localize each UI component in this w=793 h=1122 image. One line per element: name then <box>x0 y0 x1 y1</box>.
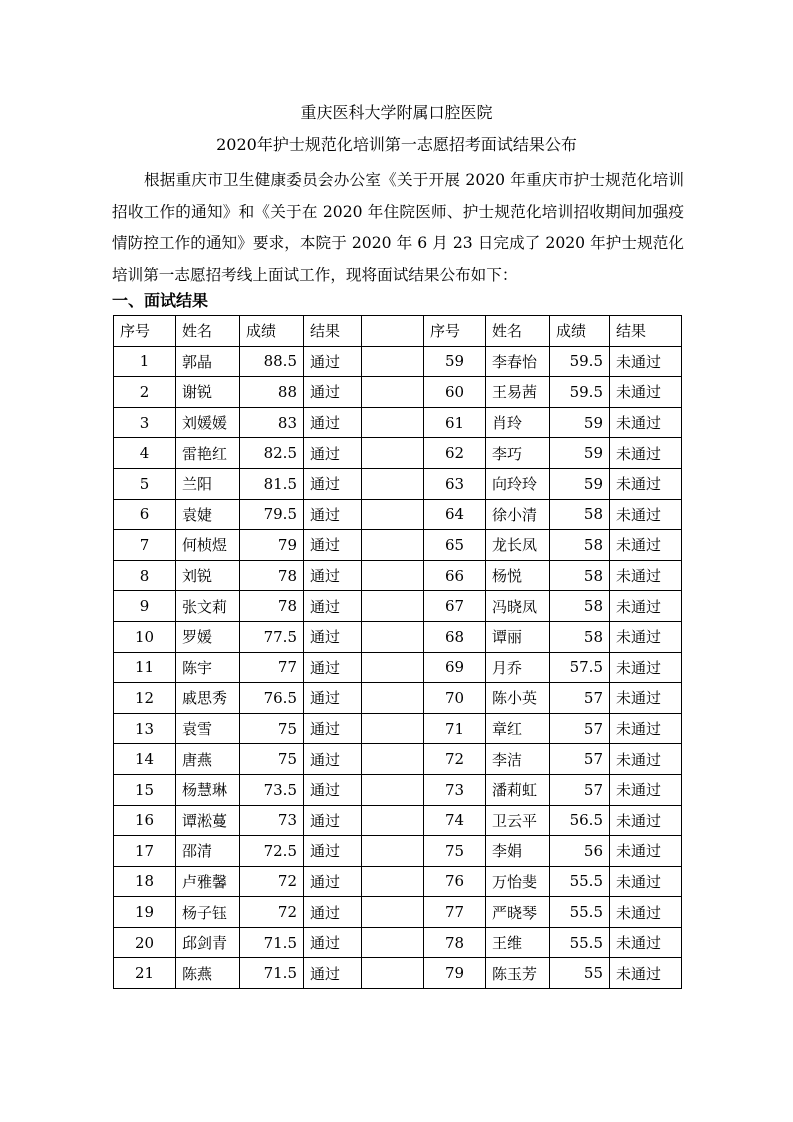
cell-score: 57 <box>550 744 610 775</box>
cell-spacer <box>362 560 424 591</box>
cell-result: 通过 <box>304 927 362 958</box>
cell-name: 杨慧琳 <box>176 774 240 805</box>
cell-seq: 59 <box>424 346 486 377</box>
table-row <box>114 438 682 469</box>
cell-seq: 66 <box>424 560 486 591</box>
header-score: 成绩 <box>550 316 610 347</box>
cell-result: 未通过 <box>610 805 682 836</box>
cell-name: 王维 <box>486 927 550 958</box>
cell-spacer <box>362 774 424 805</box>
cell-spacer <box>362 438 424 469</box>
document-subtitle: 2020年护士规范化培训第一志愿招考面试结果公布 <box>216 135 577 154</box>
cell-seq: 10 <box>114 621 176 652</box>
cell-result: 未通过 <box>610 927 682 958</box>
cell-name: 徐小清 <box>486 499 550 530</box>
cell-seq: 74 <box>424 805 486 836</box>
table-row <box>114 652 682 683</box>
cell-result: 通过 <box>304 805 362 836</box>
cell-name: 李洁 <box>486 744 550 775</box>
cell-spacer <box>362 499 424 530</box>
cell-name: 袁婕 <box>176 499 240 530</box>
cell-result: 通过 <box>304 652 362 683</box>
cell-seq: 6 <box>114 499 176 530</box>
cell-seq: 61 <box>424 407 486 438</box>
cell-score: 88.5 <box>240 346 304 377</box>
cell-seq: 3 <box>114 407 176 438</box>
cell-name: 邱剑青 <box>176 927 240 958</box>
cell-score: 72 <box>240 866 304 897</box>
cell-result: 通过 <box>304 866 362 897</box>
cell-spacer <box>362 683 424 714</box>
cell-spacer <box>362 805 424 836</box>
header-spacer <box>362 316 424 347</box>
cell-result: 未通过 <box>610 683 682 714</box>
cell-seq: 13 <box>114 713 176 744</box>
cell-spacer <box>362 407 424 438</box>
cell-seq: 62 <box>424 438 486 469</box>
cell-seq: 68 <box>424 621 486 652</box>
cell-score: 79 <box>240 530 304 561</box>
cell-name: 李娟 <box>486 836 550 867</box>
cell-name: 李春怡 <box>486 346 550 377</box>
intro-paragraph: 根据重庆市卫生健康委员会办公室《关于开展 2020 年重庆市护士规范化培训招收工作的通知》和《关于在 2020 年住院医师、护士规范化培训招收期间加强疫情防控工作的通知》要求，本院于 2020 年 6 月 23 日完成了 2020 年护士规范化培训第一志愿招考线上面试工作，现将面试结果公布如下： <box>112 171 684 284</box>
cell-seq: 4 <box>114 438 176 469</box>
cell-result: 通过 <box>304 744 362 775</box>
cell-score: 55.5 <box>550 927 610 958</box>
cell-score: 73 <box>240 805 304 836</box>
cell-score: 75 <box>240 713 304 744</box>
cell-seq: 77 <box>424 897 486 928</box>
table-row <box>114 774 682 805</box>
cell-result: 未通过 <box>610 346 682 377</box>
cell-result: 未通过 <box>610 560 682 591</box>
cell-spacer <box>362 377 424 408</box>
cell-result: 未通过 <box>610 713 682 744</box>
cell-result: 通过 <box>304 468 362 499</box>
cell-name: 卫云平 <box>486 805 550 836</box>
cell-spacer <box>362 958 424 989</box>
cell-result: 通过 <box>304 836 362 867</box>
table-row <box>114 744 682 775</box>
cell-spacer <box>362 744 424 775</box>
header-name: 姓名 <box>176 316 240 347</box>
cell-score: 79.5 <box>240 499 304 530</box>
cell-result: 未通过 <box>610 958 682 989</box>
cell-result: 未通过 <box>610 407 682 438</box>
cell-name: 卢雅馨 <box>176 866 240 897</box>
results-table-body <box>114 316 682 989</box>
cell-result: 通过 <box>304 407 362 438</box>
cell-result: 未通过 <box>610 499 682 530</box>
cell-score: 59.5 <box>550 346 610 377</box>
cell-name: 张文莉 <box>176 591 240 622</box>
table-row <box>114 927 682 958</box>
cell-seq: 71 <box>424 713 486 744</box>
table-row <box>114 621 682 652</box>
cell-result: 通过 <box>304 499 362 530</box>
cell-result: 未通过 <box>610 866 682 897</box>
cell-seq: 63 <box>424 468 486 499</box>
cell-score: 56.5 <box>550 805 610 836</box>
cell-result: 未通过 <box>610 621 682 652</box>
table-row <box>114 683 682 714</box>
cell-score: 81.5 <box>240 468 304 499</box>
table-row <box>114 468 682 499</box>
cell-result: 通过 <box>304 621 362 652</box>
cell-seq: 9 <box>114 591 176 622</box>
cell-score: 57 <box>550 713 610 744</box>
cell-score: 55 <box>550 958 610 989</box>
document-title: 重庆医科大学附属口腔医院 <box>300 103 493 122</box>
cell-score: 59 <box>550 438 610 469</box>
table-row <box>114 805 682 836</box>
cell-spacer <box>362 591 424 622</box>
header-name: 姓名 <box>486 316 550 347</box>
header-result: 结果 <box>304 316 362 347</box>
cell-seq: 73 <box>424 774 486 805</box>
cell-seq: 78 <box>424 927 486 958</box>
cell-score: 82.5 <box>240 438 304 469</box>
cell-name: 邵清 <box>176 836 240 867</box>
cell-result: 通过 <box>304 560 362 591</box>
cell-score: 72.5 <box>240 836 304 867</box>
cell-name: 王易茜 <box>486 377 550 408</box>
cell-result: 未通过 <box>610 774 682 805</box>
cell-result: 未通过 <box>610 438 682 469</box>
table-row <box>114 897 682 928</box>
cell-seq: 5 <box>114 468 176 499</box>
table-row <box>114 560 682 591</box>
cell-seq: 11 <box>114 652 176 683</box>
cell-seq: 72 <box>424 744 486 775</box>
cell-seq: 7 <box>114 530 176 561</box>
header-seq: 序号 <box>114 316 176 347</box>
cell-name: 袁雪 <box>176 713 240 744</box>
cell-name: 谭丽 <box>486 621 550 652</box>
cell-name: 兰阳 <box>176 468 240 499</box>
table-row <box>114 407 682 438</box>
cell-spacer <box>362 621 424 652</box>
table-row <box>114 346 682 377</box>
cell-seq: 60 <box>424 377 486 408</box>
cell-name: 万怡斐 <box>486 866 550 897</box>
cell-result: 通过 <box>304 774 362 805</box>
cell-name: 何桢煜 <box>176 530 240 561</box>
cell-spacer <box>362 713 424 744</box>
cell-result: 通过 <box>304 530 362 561</box>
cell-name: 刘锐 <box>176 560 240 591</box>
cell-seq: 14 <box>114 744 176 775</box>
cell-spacer <box>362 897 424 928</box>
cell-score: 71.5 <box>240 958 304 989</box>
table-row <box>114 377 682 408</box>
cell-name: 杨悦 <box>486 560 550 591</box>
cell-result: 通过 <box>304 958 362 989</box>
cell-score: 58 <box>550 621 610 652</box>
cell-score: 77 <box>240 652 304 683</box>
cell-result: 未通过 <box>610 897 682 928</box>
cell-seq: 20 <box>114 927 176 958</box>
cell-score: 56 <box>550 836 610 867</box>
cell-spacer <box>362 468 424 499</box>
cell-score: 58 <box>550 560 610 591</box>
cell-score: 76.5 <box>240 683 304 714</box>
cell-name: 潘莉虹 <box>486 774 550 805</box>
cell-name: 龙长凤 <box>486 530 550 561</box>
cell-seq: 16 <box>114 805 176 836</box>
cell-score: 59 <box>550 407 610 438</box>
cell-score: 58 <box>550 499 610 530</box>
cell-name: 李巧 <box>486 438 550 469</box>
cell-name: 月乔 <box>486 652 550 683</box>
cell-result: 未通过 <box>610 468 682 499</box>
table-row <box>114 591 682 622</box>
cell-seq: 64 <box>424 499 486 530</box>
cell-spacer <box>362 836 424 867</box>
cell-name: 严晓琴 <box>486 897 550 928</box>
cell-name: 唐燕 <box>176 744 240 775</box>
cell-seq: 75 <box>424 836 486 867</box>
cell-name: 陈玉芳 <box>486 958 550 989</box>
header-seq: 序号 <box>424 316 486 347</box>
cell-name: 雷艳红 <box>176 438 240 469</box>
cell-score: 71.5 <box>240 927 304 958</box>
cell-name: 冯晓凤 <box>486 591 550 622</box>
cell-name: 杨子钰 <box>176 897 240 928</box>
cell-result: 通过 <box>304 683 362 714</box>
cell-seq: 2 <box>114 377 176 408</box>
table-row <box>114 866 682 897</box>
cell-name: 肖玲 <box>486 407 550 438</box>
cell-score: 72 <box>240 897 304 928</box>
cell-name: 郭晶 <box>176 346 240 377</box>
table-header-row <box>114 316 682 347</box>
cell-seq: 67 <box>424 591 486 622</box>
cell-score: 58 <box>550 530 610 561</box>
cell-seq: 65 <box>424 530 486 561</box>
cell-score: 75 <box>240 744 304 775</box>
cell-spacer <box>362 927 424 958</box>
cell-name: 陈小英 <box>486 683 550 714</box>
cell-result: 通过 <box>304 713 362 744</box>
cell-score: 57 <box>550 774 610 805</box>
cell-name: 向玲玲 <box>486 468 550 499</box>
cell-score: 58 <box>550 591 610 622</box>
cell-seq: 8 <box>114 560 176 591</box>
cell-name: 谭淞蔓 <box>176 805 240 836</box>
cell-seq: 18 <box>114 866 176 897</box>
cell-score: 57.5 <box>550 652 610 683</box>
cell-score: 78 <box>240 591 304 622</box>
cell-result: 通过 <box>304 897 362 928</box>
cell-seq: 69 <box>424 652 486 683</box>
cell-result: 通过 <box>304 346 362 377</box>
table-row <box>114 530 682 561</box>
cell-score: 57 <box>550 683 610 714</box>
cell-result: 未通过 <box>610 377 682 408</box>
cell-result: 未通过 <box>610 530 682 561</box>
table-row <box>114 836 682 867</box>
header-result: 结果 <box>610 316 682 347</box>
cell-score: 78 <box>240 560 304 591</box>
section-heading: 一、面试结果 <box>112 291 209 310</box>
cell-name: 陈宇 <box>176 652 240 683</box>
cell-spacer <box>362 346 424 377</box>
cell-result: 通过 <box>304 377 362 408</box>
cell-result: 未通过 <box>610 652 682 683</box>
cell-spacer <box>362 530 424 561</box>
cell-result: 通过 <box>304 438 362 469</box>
cell-seq: 19 <box>114 897 176 928</box>
cell-seq: 12 <box>114 683 176 714</box>
cell-seq: 76 <box>424 866 486 897</box>
cell-name: 罗媛 <box>176 621 240 652</box>
cell-seq: 17 <box>114 836 176 867</box>
header-score: 成绩 <box>240 316 304 347</box>
cell-result: 未通过 <box>610 836 682 867</box>
cell-score: 73.5 <box>240 774 304 805</box>
cell-score: 55.5 <box>550 897 610 928</box>
cell-name: 章红 <box>486 713 550 744</box>
cell-spacer <box>362 652 424 683</box>
cell-name: 陈燕 <box>176 958 240 989</box>
cell-seq: 70 <box>424 683 486 714</box>
cell-spacer <box>362 866 424 897</box>
cell-result: 未通过 <box>610 744 682 775</box>
cell-name: 谢锐 <box>176 377 240 408</box>
table-row <box>114 499 682 530</box>
cell-score: 59 <box>550 468 610 499</box>
cell-seq: 79 <box>424 958 486 989</box>
cell-score: 88 <box>240 377 304 408</box>
cell-score: 55.5 <box>550 866 610 897</box>
cell-seq: 21 <box>114 958 176 989</box>
table-row <box>114 958 682 989</box>
cell-score: 59.5 <box>550 377 610 408</box>
cell-score: 83 <box>240 407 304 438</box>
cell-seq: 15 <box>114 774 176 805</box>
cell-seq: 1 <box>114 346 176 377</box>
cell-result: 通过 <box>304 591 362 622</box>
cell-score: 77.5 <box>240 621 304 652</box>
cell-result: 未通过 <box>610 591 682 622</box>
cell-name: 刘媛媛 <box>176 407 240 438</box>
cell-name: 戚思秀 <box>176 683 240 714</box>
results-table <box>113 315 682 989</box>
table-row <box>114 713 682 744</box>
